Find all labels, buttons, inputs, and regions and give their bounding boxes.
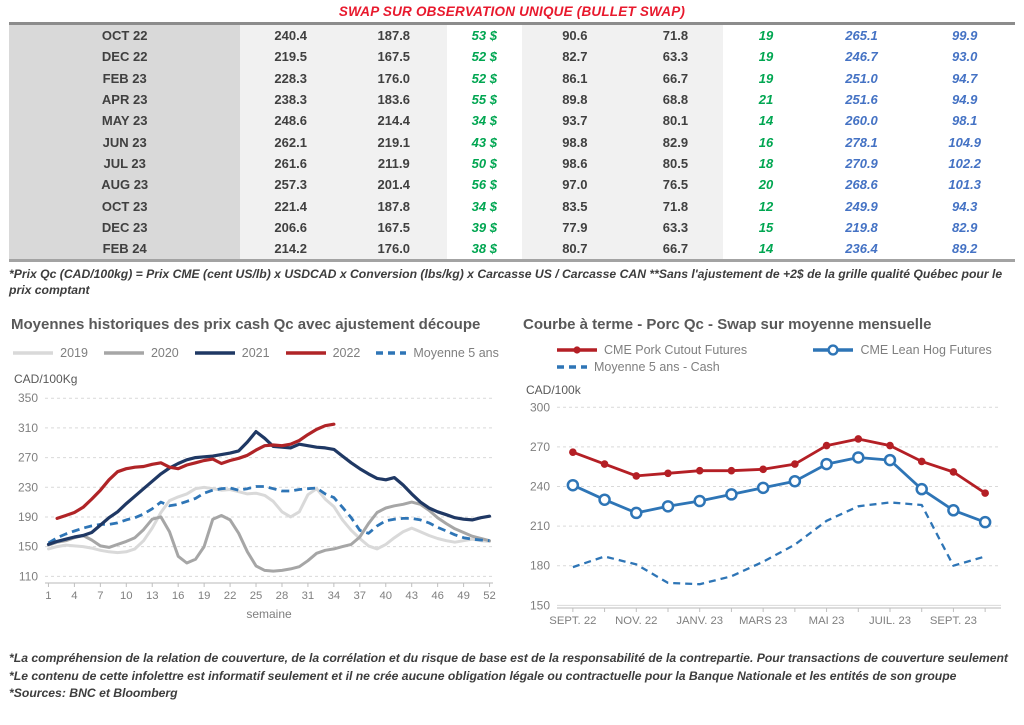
svg-text:40: 40	[379, 590, 393, 603]
svg-text:46: 46	[431, 590, 444, 603]
value-cell: 262.1	[240, 131, 341, 152]
value-cell: 248.6	[240, 110, 341, 131]
table-row	[9, 217, 1015, 238]
svg-text:7: 7	[97, 590, 104, 603]
value-cell: 214.4	[341, 110, 447, 131]
month-cell: AUG 23	[9, 174, 240, 195]
svg-text:4: 4	[71, 590, 78, 603]
value-cell: 98.6	[522, 153, 628, 174]
value-cell: 183.6	[341, 89, 447, 110]
value-cell: 38 $	[447, 238, 522, 261]
svg-text:190: 190	[17, 510, 38, 525]
legend-label: Moyenne 5 ans - Cash	[594, 360, 720, 375]
value-cell: 34 $	[447, 195, 522, 216]
legend-item	[284, 346, 361, 360]
svg-text:22: 22	[223, 590, 237, 603]
svg-text:150: 150	[529, 598, 550, 613]
month-cell: FEB 24	[9, 238, 240, 261]
disclaimer-line: *La compréhension de la relation de couverture, de la corrélation et du risque de base est de la responsabilité de la contrepartie. Pour transactions de couverture seulement	[9, 651, 1008, 666]
value-cell: 278.1	[809, 131, 915, 152]
value-cell: 19	[723, 46, 809, 67]
value-cell: 68.8	[628, 89, 724, 110]
svg-text:SEPT. 23: SEPT. 23	[929, 615, 977, 628]
value-cell: 93.0	[914, 46, 1015, 67]
table-row	[9, 24, 1015, 47]
svg-text:16: 16	[171, 590, 185, 603]
value-cell: 18	[723, 153, 809, 174]
legend-label: 2021	[241, 346, 270, 361]
svg-text:13: 13	[145, 590, 159, 603]
value-cell: 187.8	[341, 24, 447, 47]
value-cell: 83.5	[522, 195, 628, 216]
value-cell: 167.5	[341, 217, 447, 238]
value-cell: 34 $	[447, 110, 522, 131]
forward-curve-panel	[521, 312, 1013, 638]
value-cell: 52 $	[447, 68, 522, 89]
value-cell: 221.4	[240, 195, 341, 216]
svg-text:MARS 23: MARS 23	[738, 615, 788, 628]
legend-item	[193, 346, 270, 360]
svg-text:270: 270	[529, 440, 550, 455]
value-cell: 80.7	[522, 238, 628, 261]
svg-text:10: 10	[120, 590, 133, 603]
value-cell: 206.6	[240, 217, 341, 238]
table-footnote: *Prix Qc (CAD/100kg) = Prix CME (cent US/lb) x USDCAD x Conversion (lbs/kg) x Carcasse US / Carcasse CAN **Sans l'ajustement de +2$ de la grille qualité Québec pour le prix comptant	[9, 267, 1003, 297]
legend-item	[555, 343, 811, 357]
month-cell: JUL 23	[9, 153, 240, 174]
value-cell: 176.0	[341, 238, 447, 261]
svg-text:37: 37	[353, 590, 367, 603]
value-cell: 201.4	[341, 174, 447, 195]
legend-item	[555, 360, 811, 374]
forward-curve-chart	[521, 398, 1013, 638]
svg-text:310: 310	[17, 421, 38, 436]
table-row	[9, 195, 1015, 216]
svg-text:25: 25	[249, 590, 263, 603]
value-cell: 86.1	[522, 68, 628, 89]
legend-label: 2022	[332, 346, 361, 361]
svg-text:110: 110	[18, 569, 38, 584]
value-cell: 240.4	[240, 24, 341, 47]
svg-text:350: 350	[17, 391, 38, 406]
value-cell: 12	[723, 195, 809, 216]
value-cell: 77.9	[522, 217, 628, 238]
value-cell: 268.6	[809, 174, 915, 195]
disclaimer-footer	[9, 650, 1015, 702]
value-cell: 63.3	[628, 217, 724, 238]
value-cell: 19	[723, 24, 809, 47]
swap-table	[9, 22, 1015, 262]
Moyenne 5 ans - Cash-legend-swatch	[555, 361, 589, 373]
table-row	[9, 89, 1015, 110]
value-cell: 102.2	[914, 153, 1015, 174]
value-cell: 257.3	[240, 174, 341, 195]
value-cell: 219.5	[240, 46, 341, 67]
historical-y-axis-unit: CAD/100Kg	[14, 372, 78, 387]
value-cell: 82.9	[628, 131, 724, 152]
historical-chart-legend	[9, 343, 501, 363]
value-cell: 261.6	[240, 153, 341, 174]
value-cell: 94.3	[914, 195, 1015, 216]
value-cell: 19	[723, 68, 809, 89]
historical-prices-chart	[9, 387, 501, 621]
sources-line: *Sources: BNC et Bloomberg	[9, 686, 178, 701]
month-cell: FEB 23	[9, 68, 240, 89]
table-row	[9, 153, 1015, 174]
value-cell: 98.8	[522, 131, 628, 152]
value-cell: 104.9	[914, 131, 1015, 152]
value-cell: 260.0	[809, 110, 915, 131]
value-cell: 50 $	[447, 153, 522, 174]
value-cell: 176.0	[341, 68, 447, 89]
value-cell: 219.8	[809, 217, 915, 238]
value-cell: 249.9	[809, 195, 915, 216]
charts-row	[9, 312, 1015, 638]
svg-text:1: 1	[45, 590, 52, 603]
historical-chart-title: Moyennes historiques des prix cash Qc avec ajustement découpe	[11, 316, 481, 334]
svg-text:31: 31	[301, 590, 315, 603]
value-cell: 167.5	[341, 46, 447, 67]
svg-text:NOV. 22: NOV. 22	[615, 615, 658, 628]
svg-text:180: 180	[529, 559, 550, 574]
month-cell: APR 23	[9, 89, 240, 110]
value-cell: 101.3	[914, 174, 1015, 195]
table-row	[9, 68, 1015, 89]
value-cell: 211.9	[341, 153, 447, 174]
svg-text:MAI 23: MAI 23	[808, 615, 845, 628]
value-cell: 228.3	[240, 68, 341, 89]
value-cell: 15	[723, 217, 809, 238]
legend-label: 2020	[150, 346, 179, 361]
value-cell: 14	[723, 110, 809, 131]
value-cell: 16	[723, 131, 809, 152]
value-cell: 56 $	[447, 174, 522, 195]
value-cell: 21	[723, 89, 809, 110]
legend-label: CME Lean Hog Futures	[860, 343, 992, 358]
Moyenne 5 ans-legend-swatch	[374, 347, 408, 359]
page-title: SWAP SUR OBSERVATION UNIQUE (BULLET SWAP)	[338, 4, 686, 19]
2022-line	[57, 425, 334, 519]
svg-text:semaine: semaine	[246, 607, 292, 622]
legend-label: CME Pork Cutout Futures	[604, 343, 748, 358]
svg-text:49: 49	[457, 590, 470, 603]
value-cell: 39 $	[447, 217, 522, 238]
value-cell: 270.9	[809, 153, 915, 174]
value-cell: 89.8	[522, 89, 628, 110]
value-cell: 52 $	[447, 46, 522, 67]
svg-text:JUIL. 23: JUIL. 23	[868, 615, 912, 628]
value-cell: 71.8	[628, 24, 724, 47]
value-cell: 66.7	[628, 238, 724, 261]
month-cell: OCT 22	[9, 24, 240, 47]
svg-text:28: 28	[275, 590, 289, 603]
2021-legend-swatch	[193, 347, 237, 359]
value-cell: 80.1	[628, 110, 724, 131]
value-cell: 76.5	[628, 174, 724, 195]
value-cell: 43 $	[447, 131, 522, 152]
month-cell: MAY 23	[9, 110, 240, 131]
svg-text:43: 43	[405, 590, 418, 603]
legend-label: Moyenne 5 ans	[413, 346, 499, 361]
forward-y-axis-unit: CAD/100k	[526, 383, 581, 398]
table-row	[9, 46, 1015, 67]
value-cell: 214.2	[240, 238, 341, 261]
value-cell: 94.7	[914, 68, 1015, 89]
value-cell: 94.9	[914, 89, 1015, 110]
2020-legend-swatch	[102, 347, 146, 359]
2019-legend-swatch	[11, 347, 55, 359]
value-cell: 238.3	[240, 89, 341, 110]
value-cell: 251.0	[809, 68, 915, 89]
table-row	[9, 238, 1015, 261]
historical-chart-panel	[9, 312, 501, 638]
value-cell: 14	[723, 238, 809, 261]
legend-item	[11, 346, 88, 360]
value-cell: 82.9	[914, 217, 1015, 238]
svg-text:34: 34	[327, 590, 341, 603]
svg-text:SEPT. 22: SEPT. 22	[549, 615, 597, 628]
value-cell: 63.3	[628, 46, 724, 67]
value-cell: 93.7	[522, 110, 628, 131]
month-cell: JUN 23	[9, 131, 240, 152]
svg-text:230: 230	[17, 480, 38, 495]
forward-curve-title: Courbe à terme - Porc Qc - Swap sur moyenne mensuelle	[523, 316, 932, 334]
value-cell: 246.7	[809, 46, 915, 67]
disclaimer-line: *Le contenu de cette infolettre est informatif seulement et il ne crée aucune obligation légale ou contractuelle pour la Banque Nationale et les entités de son groupe	[9, 668, 957, 683]
2022-legend-swatch	[284, 347, 328, 359]
legend-item	[811, 343, 1013, 357]
month-cell: OCT 23	[9, 195, 240, 216]
forward-curve-legend	[521, 343, 1013, 374]
value-cell: 90.6	[522, 24, 628, 47]
value-cell: 89.2	[914, 238, 1015, 261]
value-cell: 236.4	[809, 238, 915, 261]
2019-line	[49, 488, 490, 553]
value-cell: 97.0	[522, 174, 628, 195]
legend-label: 2019	[60, 346, 88, 361]
value-cell: 187.8	[341, 195, 447, 216]
value-cell: 251.6	[809, 89, 915, 110]
value-cell: 20	[723, 174, 809, 195]
table-row	[9, 174, 1015, 195]
value-cell: 265.1	[809, 24, 915, 47]
value-cell: 66.7	[628, 68, 724, 89]
value-cell: 80.5	[628, 153, 724, 174]
CME Lean Hog Futures-legend-swatch	[811, 344, 855, 356]
value-cell: 98.1	[914, 110, 1015, 131]
svg-text:JANV. 23: JANV. 23	[676, 615, 724, 628]
month-cell: DEC 23	[9, 217, 240, 238]
table-row	[9, 110, 1015, 131]
svg-text:19: 19	[197, 590, 211, 603]
legend-item	[374, 346, 498, 360]
CME Pork Cutout Futures-legend-swatch	[555, 344, 599, 356]
svg-text:270: 270	[17, 451, 38, 466]
value-cell: 99.9	[914, 24, 1015, 47]
svg-text:210: 210	[529, 519, 550, 534]
svg-text:240: 240	[529, 479, 550, 494]
svg-text:300: 300	[529, 400, 550, 415]
legend-item	[102, 346, 179, 360]
table-row	[9, 131, 1015, 152]
svg-text:150: 150	[17, 540, 38, 555]
svg-text:52: 52	[483, 590, 496, 603]
value-cell: 55 $	[447, 89, 522, 110]
value-cell: 219.1	[341, 131, 447, 152]
value-cell: 71.8	[628, 195, 724, 216]
month-cell: DEC 22	[9, 46, 240, 67]
value-cell: 53 $	[447, 24, 522, 47]
value-cell: 82.7	[522, 46, 628, 67]
